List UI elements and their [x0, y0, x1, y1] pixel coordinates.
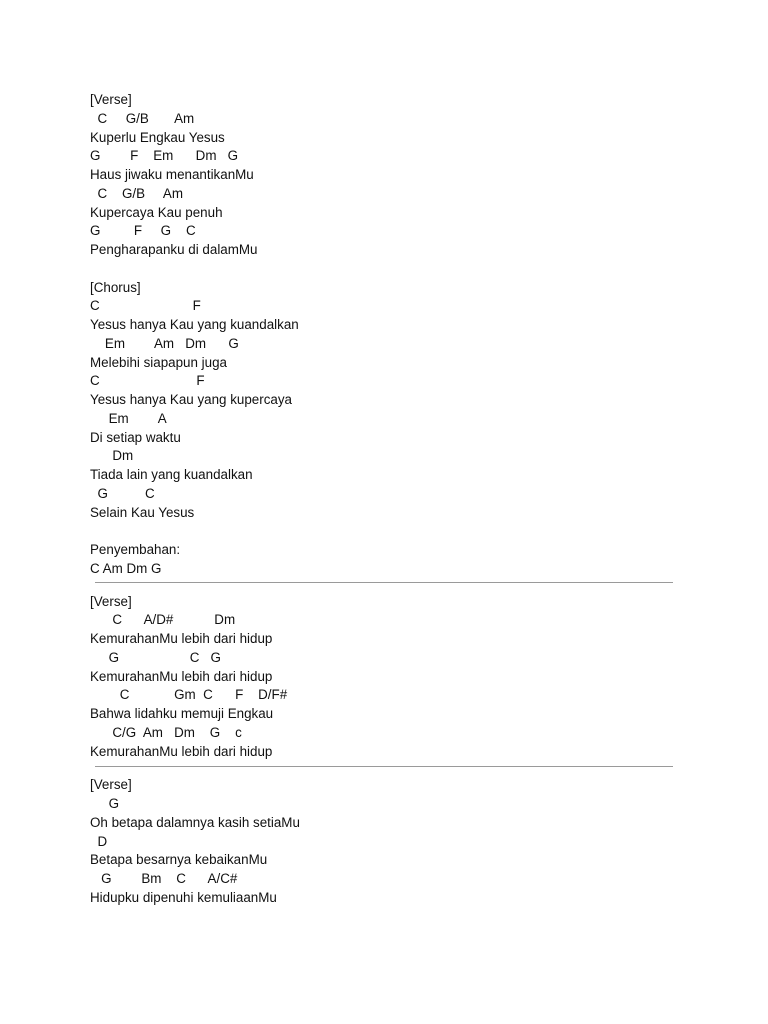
blank-line — [90, 260, 690, 279]
lyric-line: Yesus hanya Kau yang kuandalkan — [90, 317, 299, 332]
chord-line: Dm — [90, 448, 134, 464]
divider-wrap — [90, 582, 690, 583]
chord-line: C G/B Am — [90, 110, 195, 126]
horizontal-divider — [95, 582, 673, 583]
chord-line: D — [90, 833, 108, 849]
lyric-line: Kuperlu Engkau Yesus — [90, 129, 225, 145]
lyric-line: Pengharapanku di dalamMu — [90, 242, 258, 257]
chord-line: G F Em Dm G — [90, 148, 239, 164]
lyric-line: Selain Kau Yesus — [90, 504, 195, 520]
lyric-line: Hidupku dipenuhi kemuliaanMu — [90, 889, 277, 905]
lyric-line: Di setiap waktu — [90, 429, 181, 445]
chord-sheet-page — [90, 91, 690, 908]
chord-line: C F — [90, 298, 201, 314]
lyric-line: Yesus hanya Kau yang kupercaya — [90, 392, 292, 407]
chord-line: G Bm C A/C# — [90, 871, 238, 886]
lyric-line: Bahwa lidahku memuji Engkau — [90, 706, 274, 721]
lyric-line: KemurahanMu lebih dari hidup — [90, 743, 273, 759]
verse-header: [Verse] — [90, 593, 132, 609]
chord-line: C/G Am Dm G c — [90, 724, 242, 740]
divider-wrap — [90, 766, 690, 767]
chord-line: C G/B Am — [90, 185, 184, 201]
chord-line: G C — [90, 485, 155, 501]
worship-chords: C Am Dm G — [90, 560, 162, 576]
section-3 — [90, 776, 690, 907]
lyric-line: Oh betapa dalamnya kasih setiaMu — [90, 814, 300, 830]
verse-header: [Verse] — [90, 92, 132, 107]
chord-line: C A/D# Dm — [90, 612, 236, 628]
section-1 — [90, 91, 690, 579]
lyric-line: Kupercaya Kau penuh — [90, 204, 223, 220]
lyric-line: Tiada lain yang kuandalkan — [90, 467, 253, 482]
chord-line: C Gm C F D/F# — [90, 687, 288, 703]
lyric-line: Melebihi siapapun juga — [90, 354, 227, 370]
blank-line — [90, 522, 690, 541]
horizontal-divider — [95, 766, 673, 767]
verse-header: [Verse] — [90, 777, 132, 793]
lyric-line: KemurahanMu lebih dari hidup — [90, 668, 273, 684]
chorus-header: [Chorus] — [90, 279, 141, 295]
lyric-line: Haus jiwaku menantikanMu — [90, 167, 254, 182]
chord-line: Em A — [90, 410, 167, 426]
chord-line: Em Am Dm G — [90, 335, 239, 351]
worship-label: Penyembahan: — [90, 542, 181, 557]
section-2 — [90, 593, 690, 762]
chord-line: G — [90, 796, 120, 811]
chord-line: G F G C — [90, 223, 196, 239]
chord-line: G C G — [90, 649, 221, 665]
lyric-line: Betapa besarnya kebaikanMu — [90, 852, 268, 868]
chord-line: C F — [90, 373, 205, 389]
lyric-line: KemurahanMu lebih dari hidup — [90, 631, 273, 646]
